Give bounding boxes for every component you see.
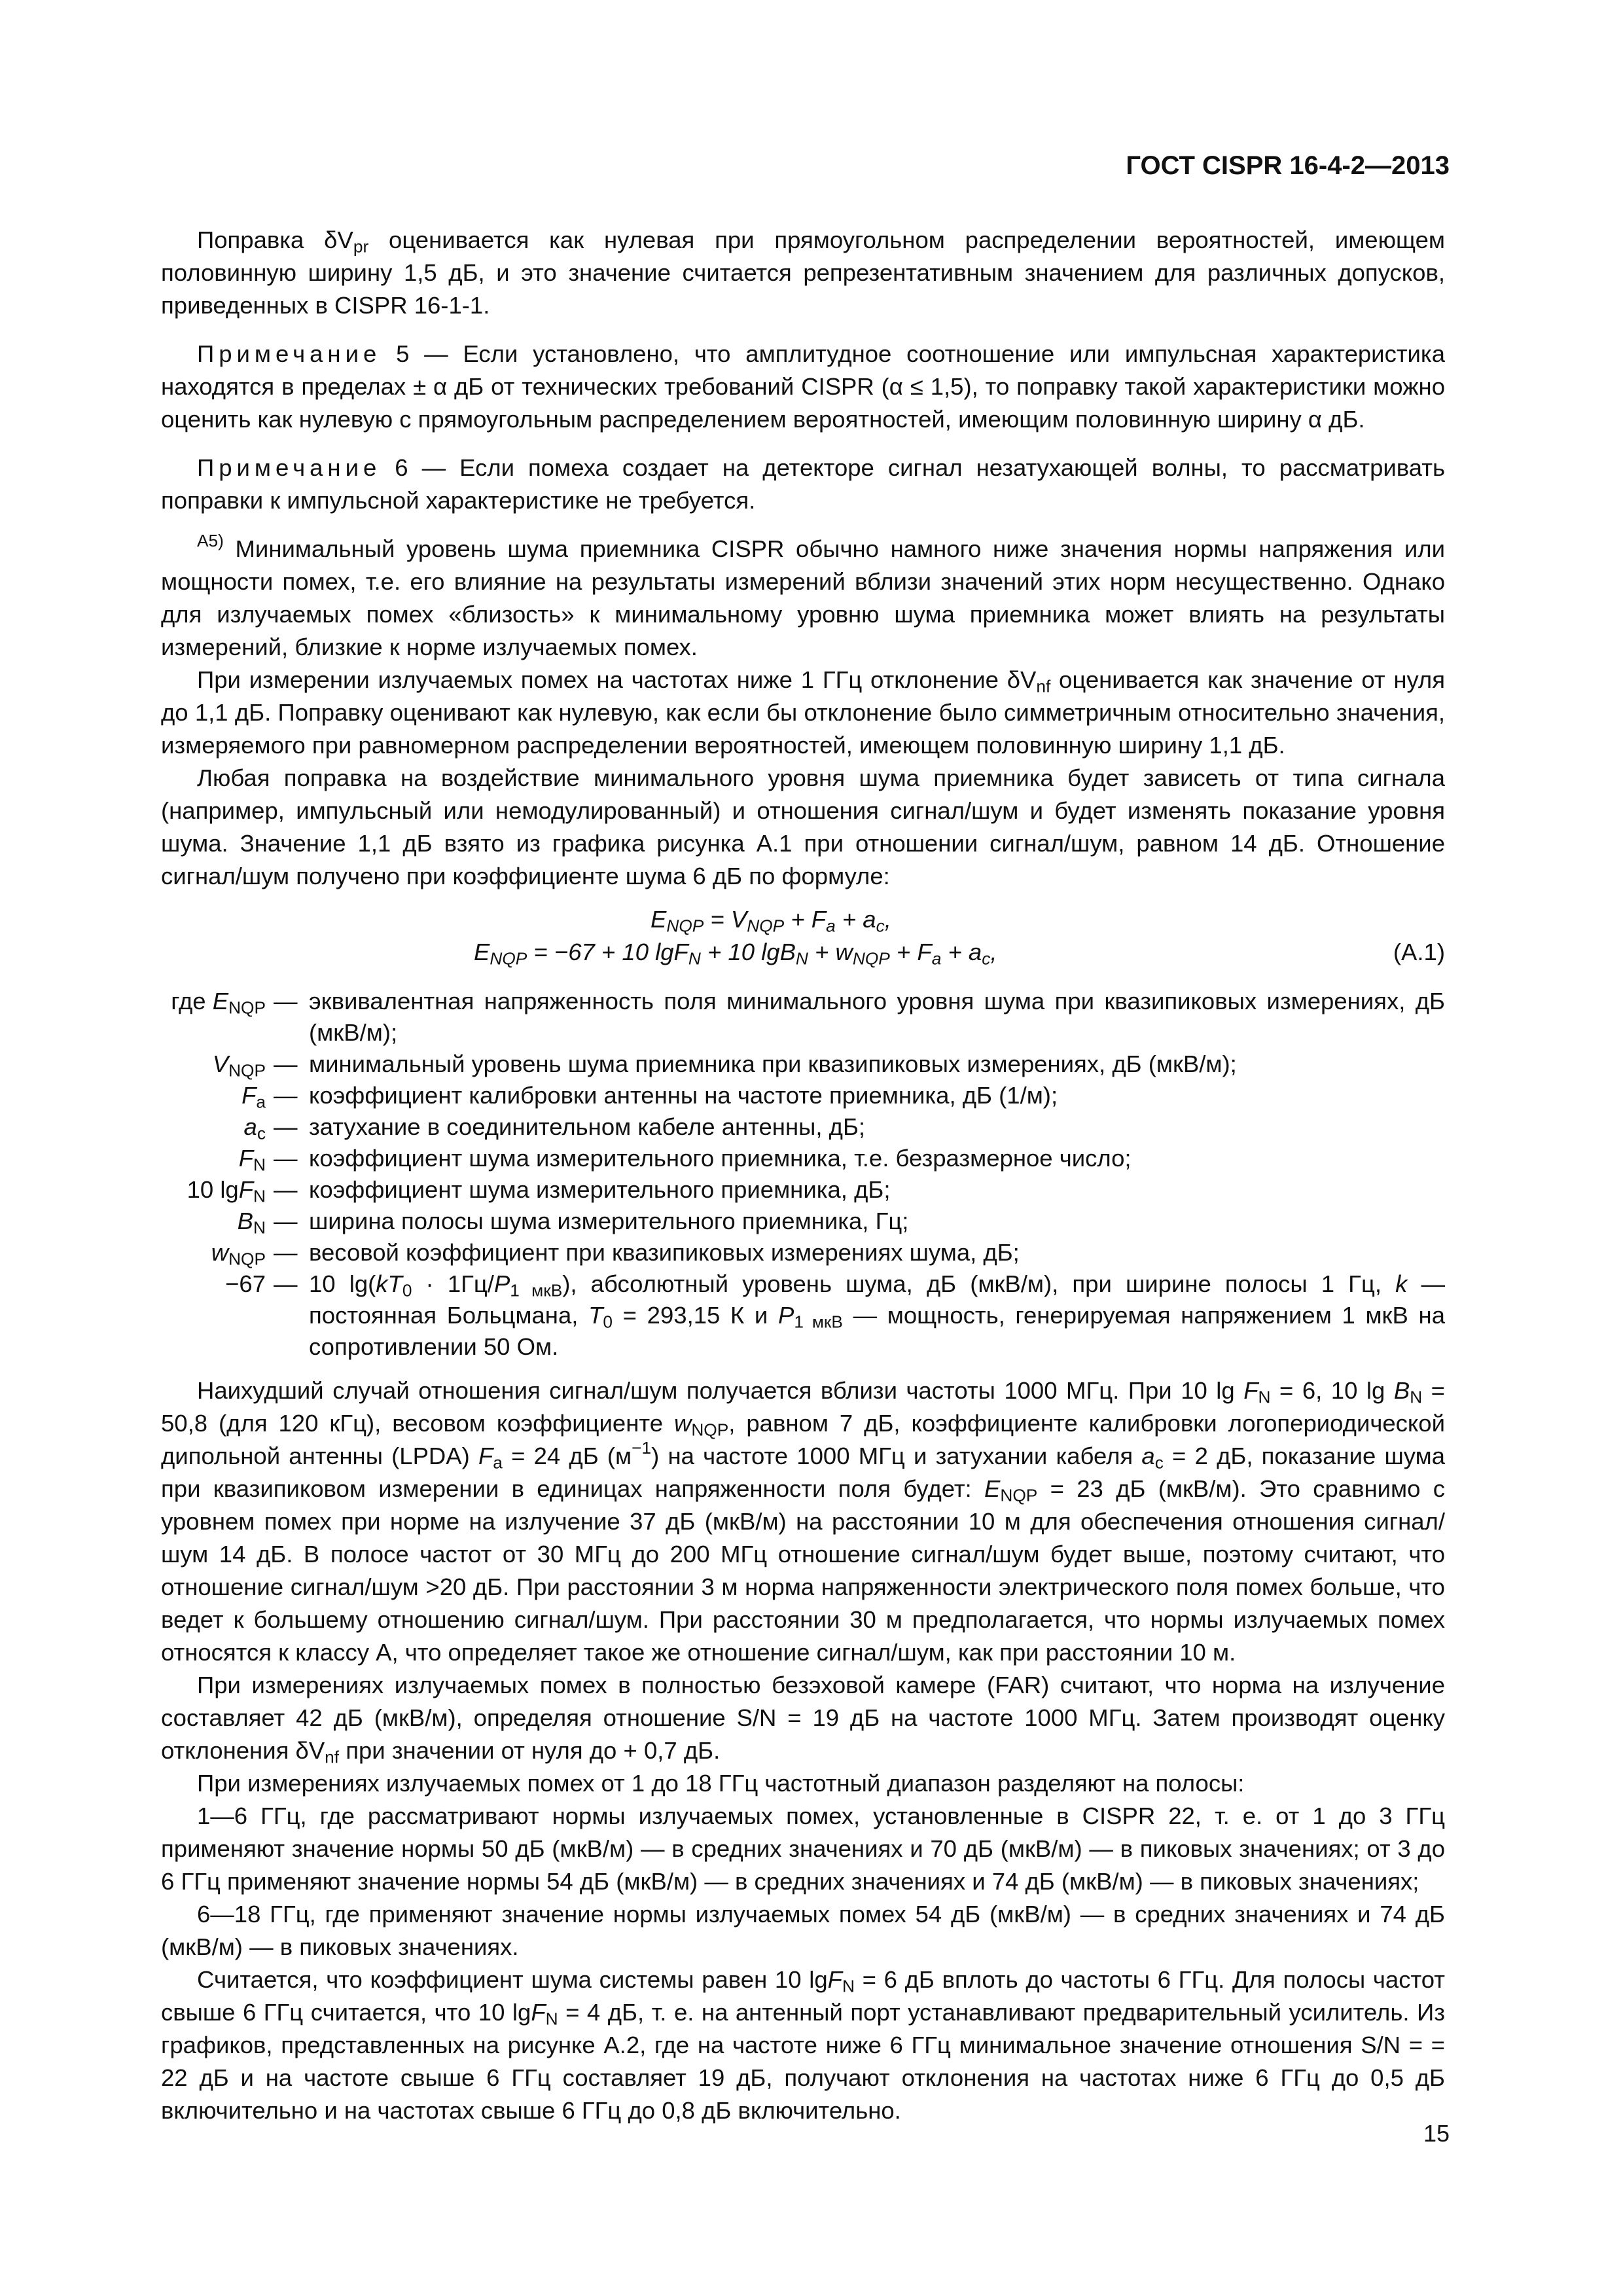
symbol-definition-row — [161, 1143, 1445, 1174]
symbol-description: коэффициент шума измерительного приемника, т.е. безразмерное число; — [309, 1145, 1132, 1172]
definition-dash: — — [274, 1145, 298, 1172]
paragraph-noise-figure: Считается, что коэффициент шума системы равен 10 lgF$_N$ = 6 дБ вплоть до частоты 6 ГГц. Для полосы частот свыше 6 ГГц считается, что 10 lgF$_N$ = 4 дБ, т. е. на антенный порт устанавливают предварительный усилитель. Из графиков, представленных на рисунке А.2, где на частоте ниже 6 ГГц минимальное значение отношения S/N = = 22 дБ и на частоте свыше 6 ГГц составляет 19 дБ, получают отклонения на частотах ниже 6 ГГц до 0,5 дБ включительно и на частотах свыше 6 ГГц до 0,8 дБ включительно. — [161, 1966, 1445, 2124]
symbol-definition-row — [161, 986, 1445, 1049]
symbol-description: затухание в соединительном кабеле антенны, дБ; — [309, 1113, 866, 1140]
formula-line-1: $E_{NQP} = V_{NQP} + F_a + a_c$, — [651, 906, 891, 936]
paragraph-band-1-6ghz: 1—6 ГГц, где рассматривают нормы излучаемых помех, установленные в CISPR 22, т. е. от 1 до 3 ГГц применяют значение нормы 50 дБ (мкВ/м) — в средних значениях и 70 дБ (мкВ/м) — в пиковых значениях; от 3 до 6 ГГц применяют значение нормы 54 дБ (мкВ/м) — в средних значениях и 74 дБ (мкВ/м) — в пиковых значениях; — [161, 1803, 1445, 1895]
symbol-name: $F_N$ — [238, 1145, 266, 1175]
definition-dash: — — [274, 1113, 298, 1140]
definition-dash: — — [274, 1270, 298, 1297]
symbol-name: $F_a$ — [241, 1082, 266, 1112]
page-body — [161, 224, 1445, 2127]
symbol-name: где $E_{NQP}$ — [171, 988, 266, 1018]
paragraph-correction-vpr: Поправка $\delta V_{pr}$ оценивается как нулевая при прямоугольном распределении вероятностей, имеющем половинную ширину 1,5 дБ, и это значение считается репрезентативным значением для различных допусков, приведенных в CISPR 16-1-1. — [161, 226, 1445, 319]
symbol-name: $V_{NQP}$ — [212, 1050, 266, 1081]
symbol-description: ширина полосы шума измерительного приемника, Гц; — [309, 1208, 909, 1234]
definition-dash: — — [274, 988, 298, 1014]
symbol-description: коэффициент калибровки антенны на частоте приемника, дБ (1/м); — [309, 1082, 1058, 1109]
definition-dash: — — [274, 1050, 298, 1077]
symbol-definitions — [161, 986, 1445, 1363]
paragraph-worst-case: Наихудший случай отношения сигнал/шум получается вблизи частоты 1000 МГц. При 10 $\lg F_N = 6$, 10 $\lg B_N = 50,8$ (для 120 кГц), весовом коэффициенте $w_{NQP}$, равном 7 дБ, коэффициенте калибровки логопериодической дипольной антенны (LPDA) $F_a = 24$ дБ $(м^{-1})$ на частоте 1000 МГц и затухании кабеля $a_c = 2$ дБ, показание шума при квазипиковом измерении в единицах напряженности поля будет: $E_{NQP} = 23$ дБ (мкВ/м). Это сравнимо с уровнем помех при норме на излучение 37 дБ (мкВ/м) на расстоянии 10 м для обеспечения отношения сигнал/шум 14 дБ. В полосе частот от 30 МГц до 200 МГц отношение сигнал/шум будет выше, поэтому считают, что отношение сигнал/шум >20 дБ. При расстоянии 3 м норма напряженности электрического поля помех больше, что ведет к большему отношению сигнал/шум. При расстоянии 30 м предполагается, что нормы излучаемых помех относятся к классу А, что определяет такое же отношение сигнал/шум, как при расстоянии 10 м. — [161, 1377, 1445, 1666]
symbol-definition-row — [161, 1174, 1445, 1206]
symbol-definition-row — [161, 1049, 1445, 1080]
footnote-a5: $^{А5)}$ Минимальный уровень шума приемника CISPR обычно намного ниже значения нормы напряжения или мощности помех, т.е. его влияние на результаты измерений вблизи значений этих норм несущественно. Однако для излучаемых помех «близость» к минимальному уровню шума приемника может влиять на результаты измерений, близкие к норме излучаемых помех. — [161, 531, 1445, 660]
symbol-definition-row — [161, 1237, 1445, 1268]
symbol-name: $a_c$ — [243, 1113, 266, 1143]
symbol-name: $w_{NQP}$ — [211, 1239, 266, 1269]
definition-dash: — — [274, 1239, 298, 1266]
formula-line-2: $E_{NQP} = -67 + 10$ lgF$_N$ + 10 $\lg B_N + w_{NQP} + F_a + a_c$, — [474, 939, 997, 969]
standard-header: ГОСТ CISPR 16-4-2—2013 — [1126, 151, 1450, 180]
definition-dash: — — [274, 1176, 298, 1203]
note-5: Примечание 5 — Если установлено, что амплитудное соотношение или импульсная характеристика находятся в пределах ± α дБ от технических требований CISPR (α ≤ 1,5), то поправку такой характеристики можно оценить как нулевую с прямоугольным распределением вероятностей, имеющим половинную ширину α дБ. — [161, 340, 1445, 433]
symbol-description: коэффициент шума измерительного приемника, дБ; — [309, 1176, 891, 1203]
formula-a1 — [161, 901, 1445, 974]
symbol-name: 10 lgF$_N$ — [187, 1176, 266, 1206]
symbol-name: $B_N$ — [237, 1208, 266, 1238]
symbol-description: 10 $\lg(kT_0 \cdot 1Гц/P_{1 мкВ})$, абсолютный уровень шума, дБ (мкВ/м), при ширине полосы 1 Гц, k — постоянная Больцмана, $T_0 = 293,15$ К и $P_{1 мкВ}$ — мощность, генерируемая напряжением 1 мкВ на сопротивлении 50 Ом. — [309, 1270, 1445, 1360]
symbol-definition-row — [161, 1111, 1445, 1143]
note-6: Примечание 6 — Если помеха создает на детекторе сигнал незатухающей волны, то рассматривать поправки к импульсной характеристике не требуется. — [161, 454, 1445, 514]
formula-number: (А.1) — [1393, 939, 1445, 965]
symbol-description: эквивалентная напряженность поля минимального уровня шума при квазипиковых измерениях, дБ (мкВ/м); — [309, 988, 1445, 1046]
paragraph-band-6-18ghz: 6—18 ГГц, где применяют значение нормы излучаемых помех 54 дБ (мкВ/м) — в средних значениях и 74 дБ (мкВ/м) — в пиковых значениях. — [161, 1901, 1445, 1960]
symbol-definition-row — [161, 1268, 1445, 1363]
page-number: 15 — [1423, 2120, 1450, 2147]
symbol-definition-row — [161, 1080, 1445, 1111]
symbol-description: минимальный уровень шума приемника при квазипиковых измерениях, дБ (мкВ/м); — [309, 1050, 1237, 1077]
paragraph-deviation-below-1ghz: При измерении излучаемых помех на частотах ниже 1 ГГц отклонение $\delta V_{nf}$ оценивается как значение от нуля до 1,1 дБ. Поправку оценивают как нулевую, как если бы отклонение было симметричным относительно значения, измеряемого при равномерном распределении вероятностей, имеющем половинную ширину 1,1 дБ. — [161, 666, 1445, 759]
definition-dash: — — [274, 1082, 298, 1109]
paragraph-far: При измерениях излучаемых помех в полностью безэховой камере (FAR) считают, что норма на излучение составляет 42 дБ (мкВ/м), определяя отношение S/N = 19 дБ на частоте 1000 МГц. Затем производят оценку отклонения $\delta V_{nf}$ при значении от нуля до + 0,7 дБ. — [161, 1672, 1445, 1767]
definition-dash: — — [274, 1208, 298, 1234]
paragraph-bands-intro: При измерениях излучаемых помех от 1 до 18 ГГц частотный диапазон разделяют на полосы: — [197, 1770, 1245, 1797]
symbol-name: −67 — [225, 1270, 266, 1297]
paragraph-noise-correction: Любая поправка на воздействие минимального уровня шума приемника будет зависеть от типа сигнала (например, импульсный или немодулированный) и отношения сигнал/шум и будет изменять показание уровня шума. Значение 1,1 дБ взято из графика рисунка А.1 при отношении сигнал/шум, равном 14 дБ. Отношение сигнал/шум получено при коэффициенте шума 6 дБ по формуле: — [161, 764, 1445, 889]
symbol-description: весовой коэффициент при квазипиковых измерениях шума, дБ; — [309, 1239, 1020, 1266]
symbol-definition-row — [161, 1206, 1445, 1237]
